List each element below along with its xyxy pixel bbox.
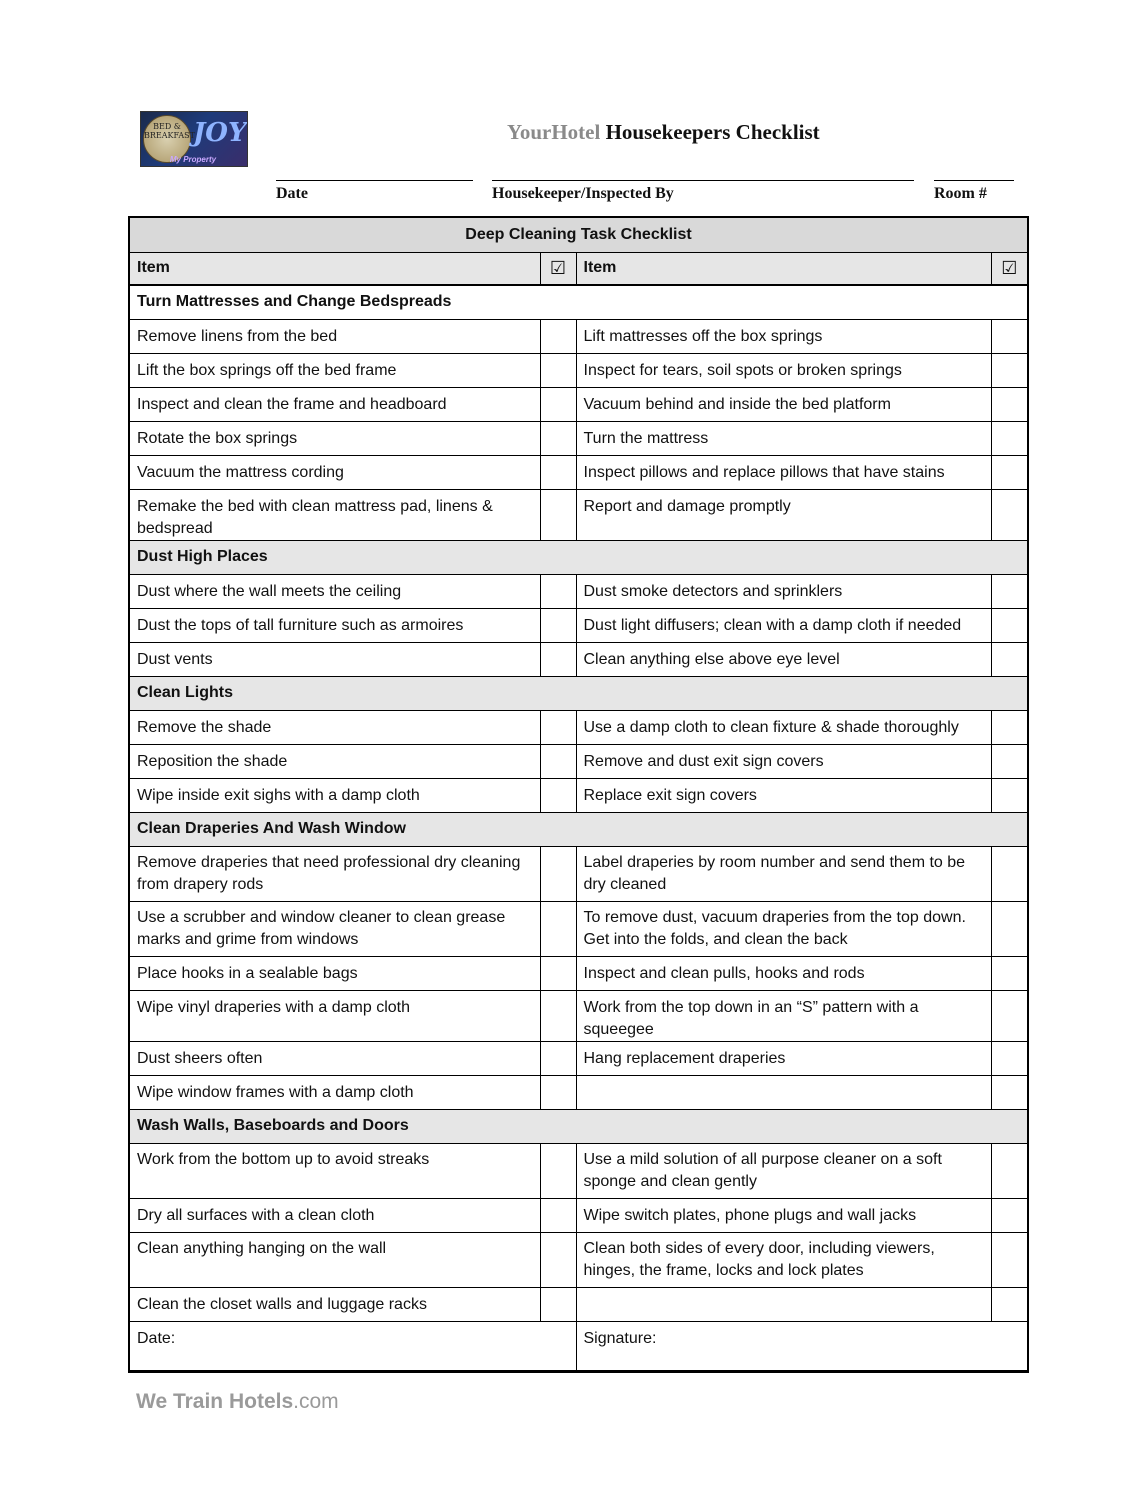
section-row xyxy=(129,1109,1028,1143)
task-checkbox[interactable] xyxy=(991,846,1028,901)
task-item-left: Vacuum the mattress cording xyxy=(129,455,540,489)
table-row xyxy=(129,744,1028,778)
task-item-left: Clean anything hanging on the wall xyxy=(129,1232,540,1287)
task-checkbox[interactable] xyxy=(991,778,1028,812)
table-row xyxy=(129,901,1028,956)
logo-seal-text: BED & BREAKFAST xyxy=(144,122,195,140)
task-item-right: Report and damage promptly xyxy=(576,489,991,540)
task-item-right: Inspect and clean pulls, hooks and rods xyxy=(576,956,991,990)
task-checkbox[interactable] xyxy=(991,1041,1028,1075)
task-checkbox[interactable] xyxy=(540,710,576,744)
table-row xyxy=(129,1041,1028,1075)
task-checkbox[interactable] xyxy=(991,387,1028,421)
task-checkbox[interactable] xyxy=(540,846,576,901)
date-label: Date xyxy=(276,185,308,202)
table-caption-row xyxy=(129,217,1028,252)
table-row xyxy=(129,353,1028,387)
checkbox-header-icon: ☑ xyxy=(991,252,1028,285)
task-item-left: Lift the box springs off the bed frame xyxy=(129,353,540,387)
task-checkbox[interactable] xyxy=(540,387,576,421)
task-item-right xyxy=(576,1287,991,1321)
section-title: Clean Draperies And Wash Window xyxy=(129,812,1028,846)
table-header-row xyxy=(129,252,1028,285)
checklist-table xyxy=(128,216,1029,1373)
task-item-right: Hang replacement draperies xyxy=(576,1041,991,1075)
task-checkbox[interactable] xyxy=(991,455,1028,489)
table-row xyxy=(129,1287,1028,1321)
task-checkbox[interactable] xyxy=(540,901,576,956)
table-row xyxy=(129,455,1028,489)
table-row xyxy=(129,956,1028,990)
task-checkbox[interactable] xyxy=(540,778,576,812)
task-checkbox[interactable] xyxy=(540,744,576,778)
task-item-right: Label draperies by room number and send them to be dry cleaned xyxy=(576,846,991,901)
section-row xyxy=(129,285,1028,319)
signoff-date-field[interactable]: Date: xyxy=(129,1321,576,1371)
room-label: Room # xyxy=(934,185,987,202)
task-item-right: Use a damp cloth to clean fixture & shade thoroughly xyxy=(576,710,991,744)
task-checkbox[interactable] xyxy=(540,642,576,676)
signoff-signature-field[interactable]: Signature: xyxy=(576,1321,1028,1371)
task-item-right xyxy=(576,1075,991,1109)
section-title: Clean Lights xyxy=(129,676,1028,710)
table-row xyxy=(129,1198,1028,1232)
table-row xyxy=(129,489,1028,540)
task-checkbox[interactable] xyxy=(991,421,1028,455)
task-item-left: Work from the bottom up to avoid streaks xyxy=(129,1143,540,1198)
column-header-item-left: Item xyxy=(129,252,540,285)
table-row xyxy=(129,642,1028,676)
table-row xyxy=(129,710,1028,744)
signoff-row xyxy=(129,1321,1028,1371)
task-checkbox[interactable] xyxy=(540,1232,576,1287)
task-item-right: To remove dust, vacuum draperies from the top down. Get into the folds, and clean the back xyxy=(576,901,991,956)
task-item-right: Inspect pillows and replace pillows that have stains xyxy=(576,455,991,489)
section-row xyxy=(129,812,1028,846)
task-item-left: Reposition the shade xyxy=(129,744,540,778)
task-checkbox[interactable] xyxy=(540,1041,576,1075)
task-item-right: Replace exit sign covers xyxy=(576,778,991,812)
table-caption: Deep Cleaning Task Checklist xyxy=(129,217,1028,252)
task-item-left: Dust vents xyxy=(129,642,540,676)
task-item-left: Wipe vinyl draperies with a damp cloth xyxy=(129,990,540,1041)
footer-brand-name: We Train Hotels xyxy=(136,1390,294,1413)
task-item-right: Dust light diffusers; clean with a damp cloth if needed xyxy=(576,608,991,642)
task-checkbox[interactable] xyxy=(540,956,576,990)
section-title: Wash Walls, Baseboards and Doors xyxy=(129,1109,1028,1143)
task-checkbox[interactable] xyxy=(991,642,1028,676)
task-checkbox[interactable] xyxy=(991,1232,1028,1287)
task-checkbox[interactable] xyxy=(991,901,1028,956)
table-row xyxy=(129,608,1028,642)
task-item-left: Wipe inside exit sighs with a damp cloth xyxy=(129,778,540,812)
title-brand: YourHotel xyxy=(507,120,601,144)
inspected-underline xyxy=(492,180,914,181)
section-title: Turn Mattresses and Change Bedspreads xyxy=(129,285,1028,319)
task-checkbox[interactable] xyxy=(540,421,576,455)
task-item-left: Dry all surfaces with a clean cloth xyxy=(129,1198,540,1232)
task-checkbox[interactable] xyxy=(540,1075,576,1109)
task-item-left: Remake the bed with clean mattress pad, linens & bedspread xyxy=(129,489,540,540)
task-item-left: Inspect and clean the frame and headboard xyxy=(129,387,540,421)
section-title: Dust High Places xyxy=(129,540,1028,574)
room-underline xyxy=(934,180,1014,181)
task-checkbox[interactable] xyxy=(991,319,1028,353)
task-item-right: Work from the top down in an “S” pattern with a squeegee xyxy=(576,990,991,1041)
footer-brand xyxy=(136,1390,339,1414)
column-header-item-right: Item xyxy=(576,252,991,285)
inspected-by-label: Housekeeper/Inspected By xyxy=(492,185,674,202)
table-row xyxy=(129,421,1028,455)
task-item-right: Inspect for tears, soil spots or broken springs xyxy=(576,353,991,387)
table-row xyxy=(129,1232,1028,1287)
task-item-right: Clean both sides of every door, including viewers, hinges, the frame, locks and lock plates xyxy=(576,1232,991,1287)
task-item-right: Use a mild solution of all purpose cleaner on a soft sponge and clean gently xyxy=(576,1143,991,1198)
task-checkbox[interactable] xyxy=(991,574,1028,608)
task-item-right: Remove and dust exit sign covers xyxy=(576,744,991,778)
task-item-right: Wipe switch plates, phone plugs and wall jacks xyxy=(576,1198,991,1232)
task-checkbox[interactable] xyxy=(991,353,1028,387)
task-item-left: Dust sheers often xyxy=(129,1041,540,1075)
task-item-right: Vacuum behind and inside the bed platform xyxy=(576,387,991,421)
logo xyxy=(140,111,248,167)
task-checkbox[interactable] xyxy=(540,1198,576,1232)
task-checkbox[interactable] xyxy=(991,990,1028,1041)
task-checkbox[interactable] xyxy=(540,1143,576,1198)
task-checkbox[interactable] xyxy=(540,608,576,642)
task-checkbox[interactable] xyxy=(991,744,1028,778)
task-item-left: Place hooks in a sealable bags xyxy=(129,956,540,990)
footer-brand-suffix: .com xyxy=(293,1390,339,1413)
table-row xyxy=(129,574,1028,608)
checkbox-header-icon: ☑ xyxy=(540,252,576,285)
task-item-right: Dust smoke detectors and sprinklers xyxy=(576,574,991,608)
task-item-left: Remove the shade xyxy=(129,710,540,744)
task-item-left: Clean the closet walls and luggage racks xyxy=(129,1287,540,1321)
task-item-left: Wipe window frames with a damp cloth xyxy=(129,1075,540,1109)
task-item-left: Dust the tops of tall furniture such as armoires xyxy=(129,608,540,642)
task-checkbox[interactable] xyxy=(991,1198,1028,1232)
task-item-right: Turn the mattress xyxy=(576,421,991,455)
task-item-left: Rotate the box springs xyxy=(129,421,540,455)
table-row xyxy=(129,387,1028,421)
task-checkbox[interactable] xyxy=(540,990,576,1041)
task-checkbox[interactable] xyxy=(991,956,1028,990)
task-checkbox[interactable] xyxy=(540,1287,576,1321)
task-item-left: Remove linens from the bed xyxy=(129,319,540,353)
logo-swirl: JOY xyxy=(193,118,247,148)
page-title xyxy=(507,120,820,145)
task-checkbox[interactable] xyxy=(991,710,1028,744)
table-row xyxy=(129,778,1028,812)
table-row xyxy=(129,1075,1028,1109)
task-checkbox[interactable] xyxy=(991,1287,1028,1321)
task-checkbox[interactable] xyxy=(540,489,576,540)
task-checkbox[interactable] xyxy=(991,489,1028,540)
task-checkbox[interactable] xyxy=(991,1143,1028,1198)
date-underline xyxy=(276,180,473,181)
section-row xyxy=(129,540,1028,574)
table-row xyxy=(129,319,1028,353)
task-checkbox[interactable] xyxy=(540,319,576,353)
table-row xyxy=(129,990,1028,1041)
task-checkbox[interactable] xyxy=(540,574,576,608)
task-item-left: Remove draperies that need professional dry cleaning from drapery rods xyxy=(129,846,540,901)
logo-tagline: My Property xyxy=(169,155,217,164)
task-item-right: Clean anything else above eye level xyxy=(576,642,991,676)
task-checkbox[interactable] xyxy=(540,353,576,387)
section-row xyxy=(129,676,1028,710)
table-row xyxy=(129,846,1028,901)
task-item-left: Dust where the wall meets the ceiling xyxy=(129,574,540,608)
task-item-right: Lift mattresses off the box springs xyxy=(576,319,991,353)
table-row xyxy=(129,1143,1028,1198)
task-item-left: Use a scrubber and window cleaner to clean grease marks and grime from windows xyxy=(129,901,540,956)
task-checkbox[interactable] xyxy=(991,608,1028,642)
task-checkbox[interactable] xyxy=(991,1075,1028,1109)
task-checkbox[interactable] xyxy=(540,455,576,489)
title-main: Housekeepers Checklist xyxy=(605,120,820,144)
